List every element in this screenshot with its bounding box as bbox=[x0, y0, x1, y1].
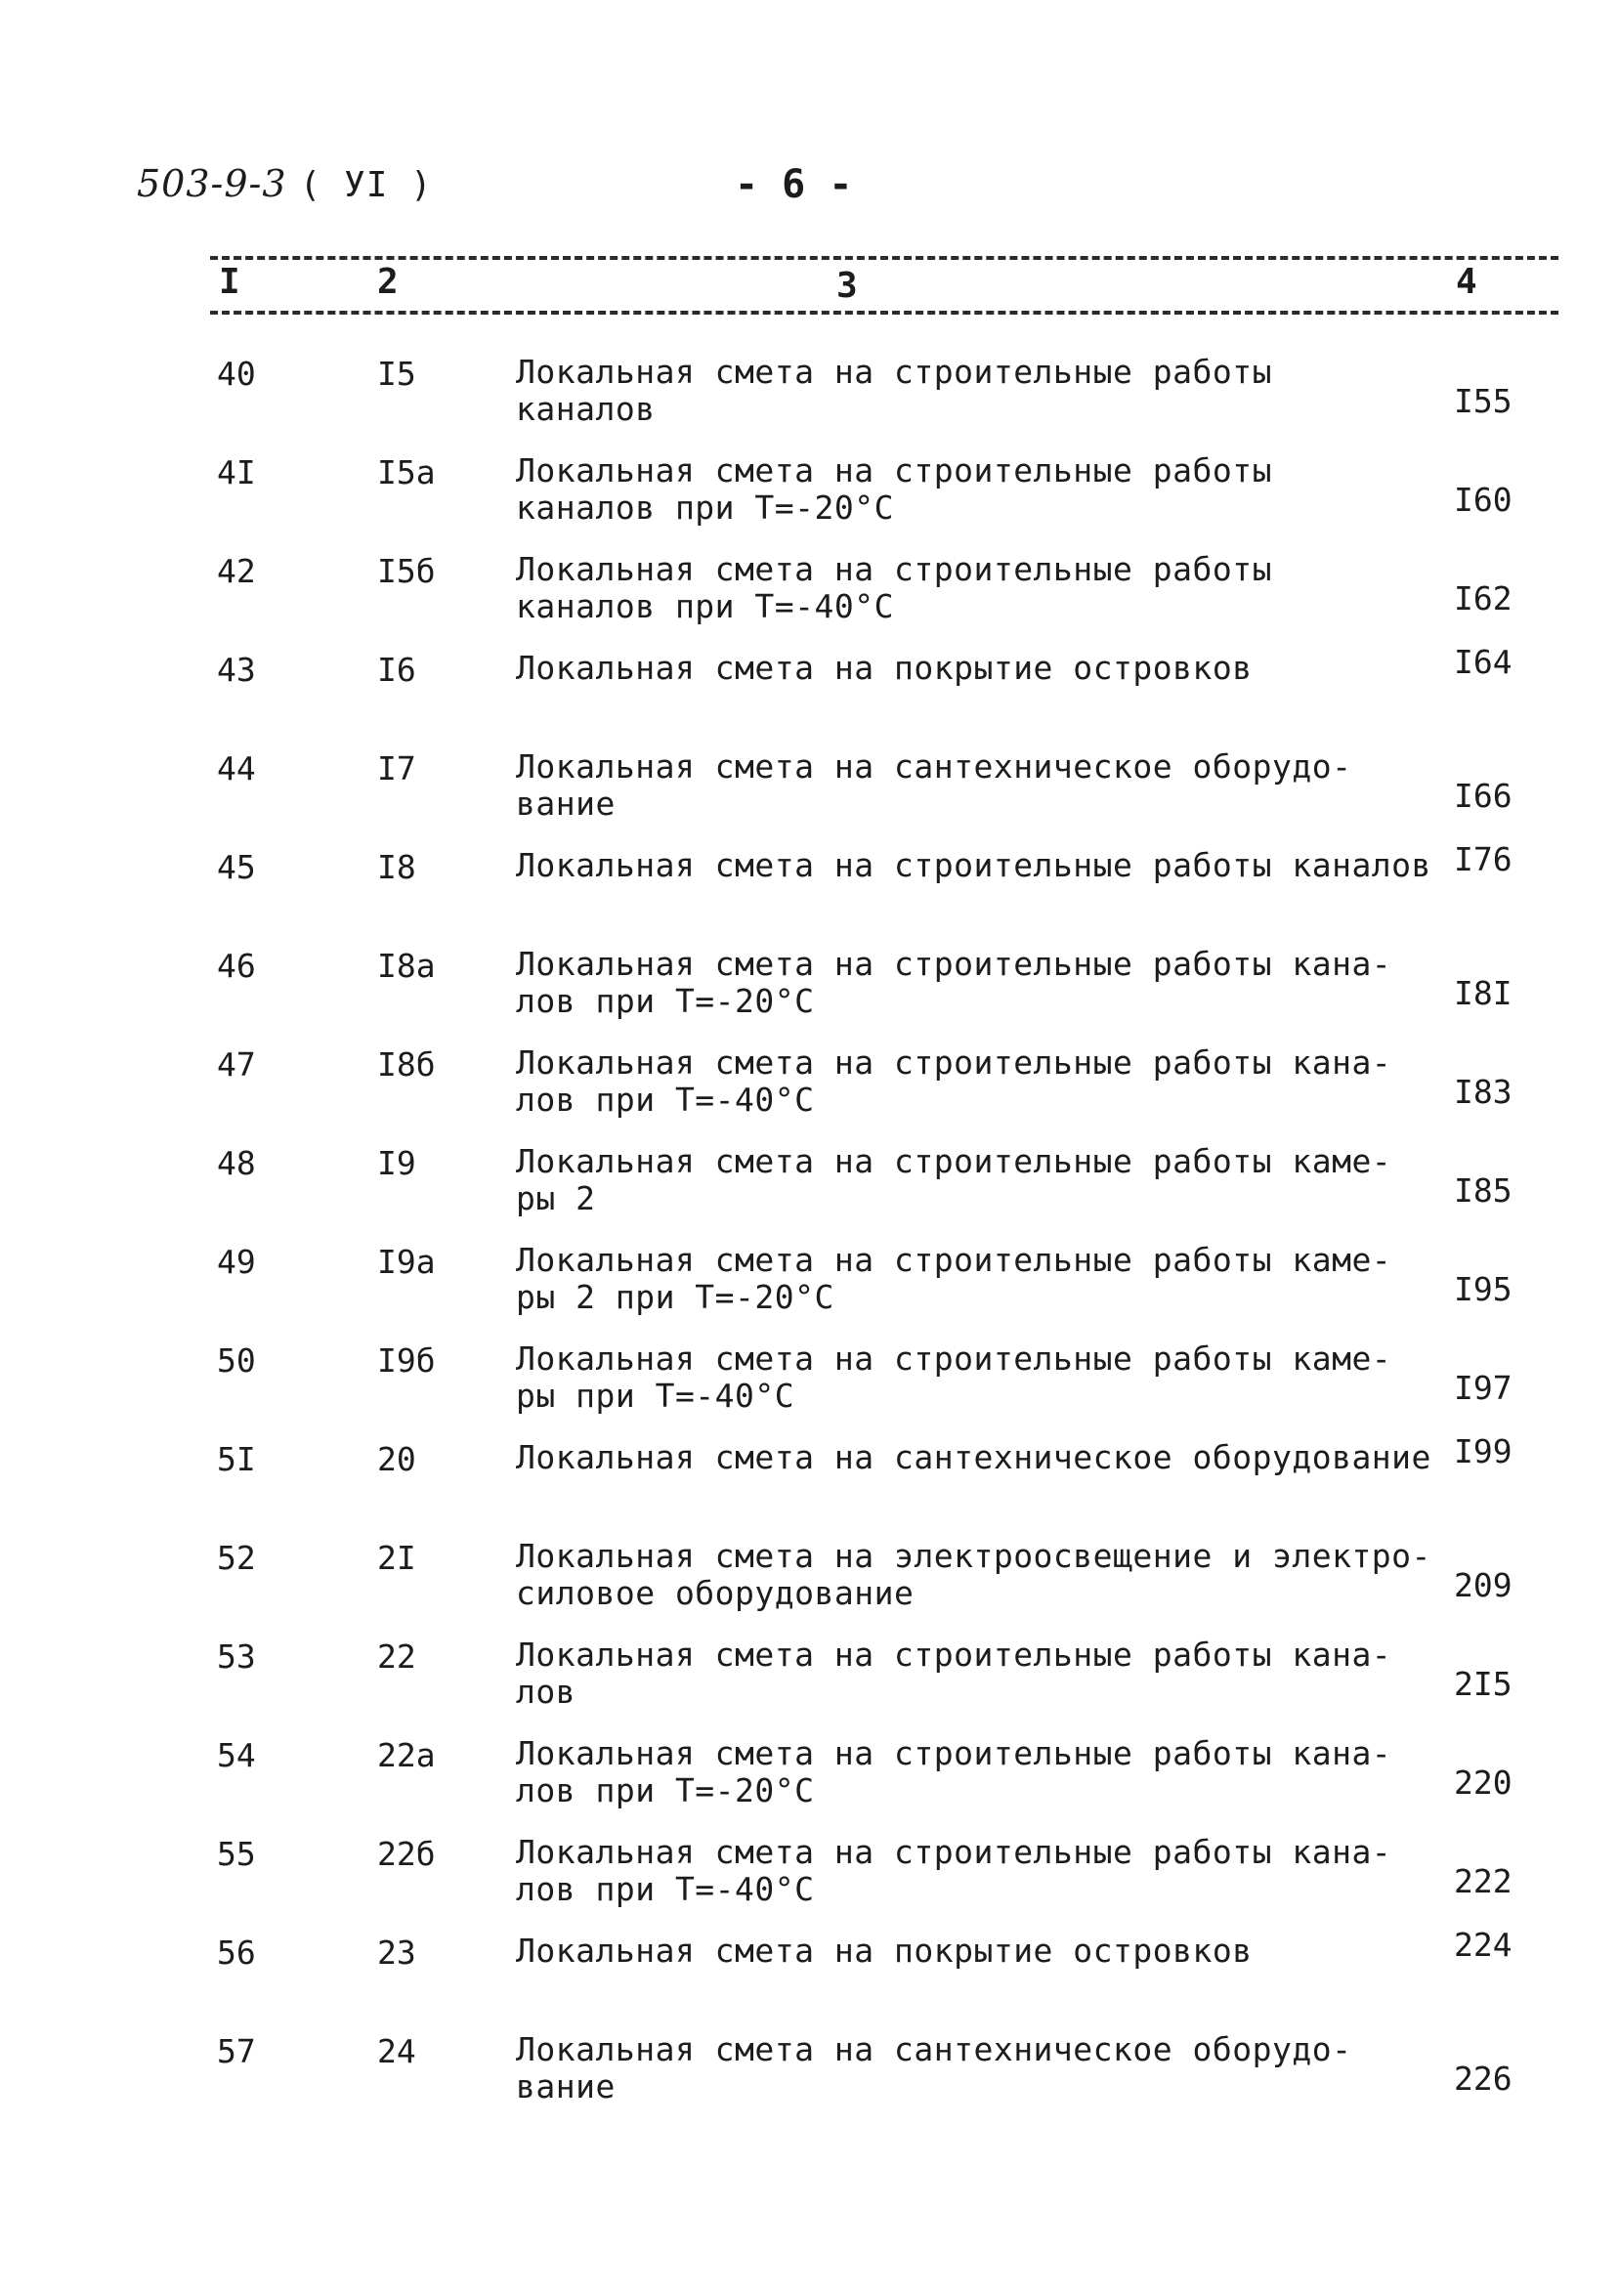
row-number: 52 bbox=[217, 1539, 256, 1577]
row-number: 5I bbox=[217, 1440, 256, 1478]
table-row bbox=[0, 545, 1619, 644]
row-page: I55 bbox=[1454, 382, 1512, 420]
row-page: I99 bbox=[1454, 1432, 1512, 1470]
row-reference: I9а bbox=[377, 1243, 436, 1281]
row-page: I64 bbox=[1454, 643, 1512, 681]
row-number: 57 bbox=[217, 2032, 256, 2070]
table-row bbox=[0, 2025, 1619, 2124]
column-header-2: 2 bbox=[371, 262, 405, 302]
row-number: 53 bbox=[217, 1637, 256, 1676]
row-description bbox=[516, 1834, 1391, 1908]
table-row bbox=[0, 1039, 1619, 1137]
table-top-rule bbox=[210, 256, 1558, 260]
column-header-1: I bbox=[213, 262, 246, 302]
row-description bbox=[516, 650, 1253, 687]
row-reference: I8а bbox=[377, 947, 436, 985]
row-page: I83 bbox=[1454, 1073, 1512, 1111]
description-line: ры 2 при Т=-20°С bbox=[516, 1278, 834, 1316]
row-page: 209 bbox=[1454, 1566, 1512, 1604]
table-row bbox=[0, 644, 1619, 743]
description-line: лов при Т=-40°С bbox=[516, 1870, 815, 1908]
description-line: Локальная смета на покрытие островков bbox=[516, 649, 1253, 687]
column-header-4: 4 bbox=[1450, 262, 1483, 302]
row-description bbox=[516, 2031, 1351, 2105]
table-row bbox=[0, 348, 1619, 446]
table-body bbox=[0, 348, 1619, 2124]
row-reference: I6 bbox=[377, 651, 416, 689]
row-reference: 2I bbox=[377, 1539, 416, 1577]
description-line: Локальная смета на строительные работы кана- bbox=[516, 1636, 1392, 1674]
row-description bbox=[516, 748, 1351, 823]
description-line: Локальная смета на строительные работы каме- bbox=[516, 1142, 1392, 1180]
row-number: 56 bbox=[217, 1934, 256, 1972]
table-row bbox=[0, 743, 1619, 841]
row-description bbox=[516, 1340, 1391, 1415]
description-line: каналов при Т=-40°С bbox=[516, 587, 894, 625]
row-reference: I8 bbox=[377, 848, 416, 886]
row-reference: 22а bbox=[377, 1736, 436, 1774]
row-number: 49 bbox=[217, 1243, 256, 1281]
row-description bbox=[516, 1439, 1431, 1476]
description-line: вание bbox=[516, 785, 616, 823]
description-line: Локальная смета на сантехническое оборудование bbox=[516, 1438, 1431, 1476]
table-row bbox=[0, 1433, 1619, 1532]
row-number: 40 bbox=[217, 355, 256, 393]
row-page: 224 bbox=[1454, 1926, 1512, 1964]
table-header-rule bbox=[210, 311, 1558, 315]
row-description bbox=[516, 847, 1431, 884]
row-number: 54 bbox=[217, 1736, 256, 1774]
row-reference: I5а bbox=[377, 453, 436, 491]
row-page: 226 bbox=[1454, 2060, 1512, 2098]
description-line: лов при Т=-40°С bbox=[516, 1081, 815, 1119]
row-description bbox=[516, 1933, 1253, 1970]
description-line: силовое оборудование bbox=[516, 1574, 915, 1612]
row-page: I95 bbox=[1454, 1270, 1512, 1308]
table-row bbox=[0, 1631, 1619, 1729]
description-line: Локальная смета на сантехническое оборудо- bbox=[516, 2030, 1352, 2068]
row-description bbox=[516, 1044, 1391, 1119]
row-page: I62 bbox=[1454, 579, 1512, 617]
description-line: Локальная смета на строительные работы кана- bbox=[516, 945, 1392, 983]
row-reference: I5 bbox=[377, 355, 416, 393]
row-number: 47 bbox=[217, 1045, 256, 1084]
row-number: 43 bbox=[217, 651, 256, 689]
table-row bbox=[0, 1729, 1619, 1828]
table-row bbox=[0, 1927, 1619, 2025]
row-page: I66 bbox=[1454, 777, 1512, 815]
row-description bbox=[516, 1538, 1431, 1612]
row-page: I85 bbox=[1454, 1171, 1512, 1210]
row-number: 55 bbox=[217, 1835, 256, 1873]
row-page: 220 bbox=[1454, 1764, 1512, 1802]
description-line: Локальная смета на электроосвещение и электро- bbox=[516, 1537, 1431, 1575]
row-number: 42 bbox=[217, 552, 256, 590]
doc-code-text: 503-9-3 bbox=[137, 162, 287, 205]
description-line: лов bbox=[516, 1673, 576, 1711]
row-description bbox=[516, 551, 1272, 625]
description-line: лов при Т=-20°С bbox=[516, 1771, 815, 1809]
row-page: 222 bbox=[1454, 1862, 1512, 1900]
row-page: 2I5 bbox=[1454, 1665, 1512, 1703]
row-description bbox=[516, 1143, 1391, 1217]
description-line: Локальная смета на строительные работы кана- bbox=[516, 1043, 1392, 1082]
table-row bbox=[0, 940, 1619, 1039]
row-number: 4I bbox=[217, 453, 256, 491]
row-reference: 22б bbox=[377, 1835, 436, 1873]
row-reference: I5б bbox=[377, 552, 436, 590]
description-line: ры 2 bbox=[516, 1179, 596, 1217]
description-line: Локальная смета на строительные работы кана- bbox=[516, 1734, 1392, 1772]
table-row bbox=[0, 446, 1619, 545]
document-code bbox=[137, 162, 433, 205]
row-reference: 24 bbox=[377, 2032, 416, 2070]
row-description bbox=[516, 354, 1272, 428]
row-page: I8I bbox=[1454, 974, 1512, 1012]
row-reference: I7 bbox=[377, 749, 416, 787]
description-line: Локальная смета на строительные работы каме- bbox=[516, 1241, 1392, 1279]
row-number: 45 bbox=[217, 848, 256, 886]
description-line: каналов bbox=[516, 390, 656, 428]
row-description bbox=[516, 1735, 1391, 1809]
description-line: Локальная смета на строительные работы bbox=[516, 451, 1272, 489]
row-page: I97 bbox=[1454, 1369, 1512, 1407]
column-header-3: 3 bbox=[831, 266, 864, 306]
row-reference: I9 bbox=[377, 1144, 416, 1182]
row-number: 48 bbox=[217, 1144, 256, 1182]
row-reference: 23 bbox=[377, 1934, 416, 1972]
description-line: каналов при Т=-20°С bbox=[516, 489, 894, 527]
row-description bbox=[516, 946, 1391, 1020]
description-line: Локальная смета на сантехническое оборудо- bbox=[516, 747, 1352, 786]
row-reference: I9б bbox=[377, 1341, 436, 1380]
row-description bbox=[516, 1637, 1391, 1711]
description-line: Локальная смета на строительные работы каналов bbox=[516, 846, 1431, 884]
row-number: 44 bbox=[217, 749, 256, 787]
table-row bbox=[0, 1335, 1619, 1433]
table-row bbox=[0, 1137, 1619, 1236]
table-row bbox=[0, 1532, 1619, 1631]
description-line: вание bbox=[516, 2067, 616, 2105]
row-page: I60 bbox=[1454, 481, 1512, 519]
row-number: 50 bbox=[217, 1341, 256, 1380]
row-page: I76 bbox=[1454, 840, 1512, 878]
row-number: 46 bbox=[217, 947, 256, 985]
description-line: Локальная смета на строительные работы каме- bbox=[516, 1339, 1392, 1378]
page-number: - 6 - bbox=[735, 162, 853, 207]
description-line: ры при Т=-40°С bbox=[516, 1377, 795, 1415]
table-row bbox=[0, 1828, 1619, 1927]
description-line: лов при Т=-20°С bbox=[516, 982, 815, 1020]
row-reference: 22 bbox=[377, 1637, 416, 1676]
description-line: Локальная смета на покрытие островков bbox=[516, 1932, 1253, 1970]
row-reference: 20 bbox=[377, 1440, 416, 1478]
doc-section: ( УI ) bbox=[299, 165, 433, 205]
description-line: Локальная смета на строительные работы bbox=[516, 550, 1272, 588]
row-description bbox=[516, 1242, 1391, 1316]
description-line: Локальная смета на строительные работы bbox=[516, 353, 1272, 391]
row-description bbox=[516, 452, 1272, 527]
table-row bbox=[0, 841, 1619, 940]
description-line: Локальная смета на строительные работы кана- bbox=[516, 1833, 1392, 1871]
row-reference: I8б bbox=[377, 1045, 436, 1084]
table-row bbox=[0, 1236, 1619, 1335]
